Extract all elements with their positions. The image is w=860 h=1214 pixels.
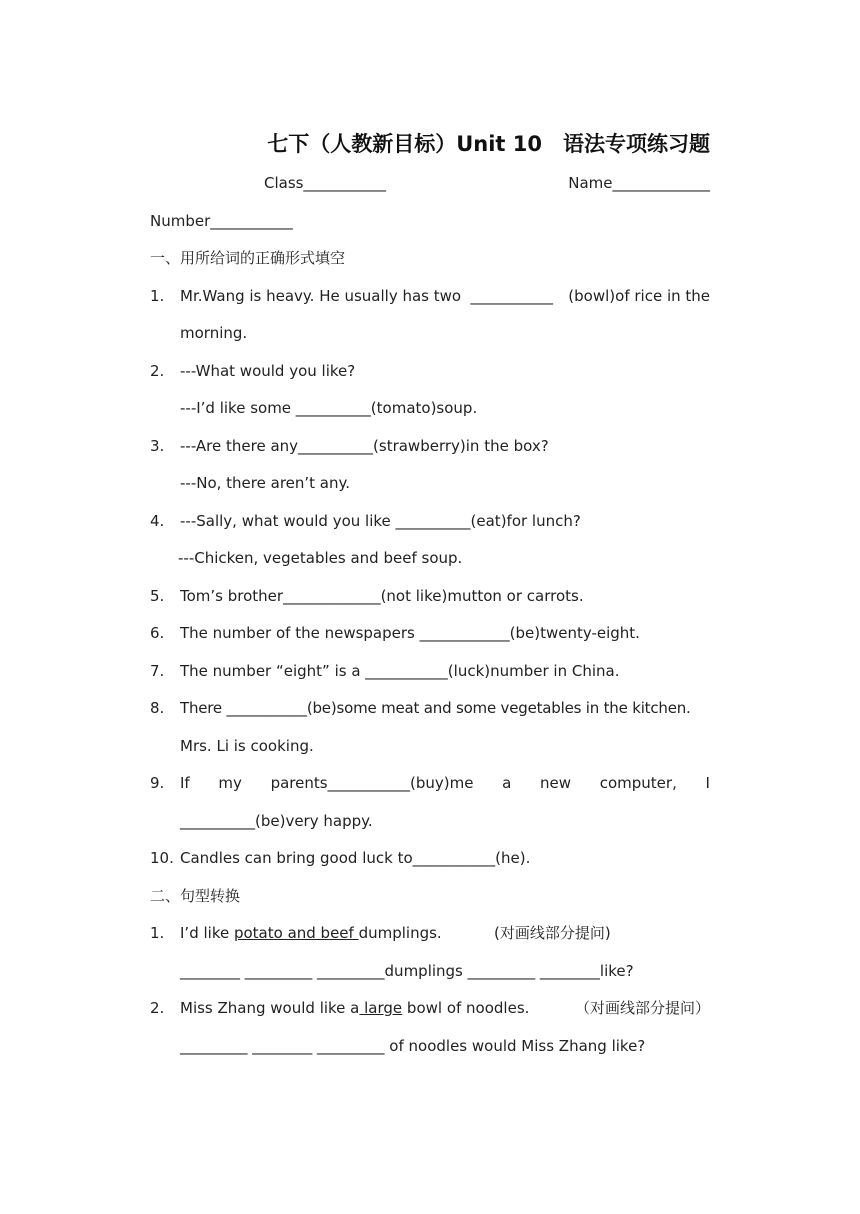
- question-text: I’d like: [180, 924, 234, 942]
- question-number: 5.: [150, 587, 165, 605]
- name-field: Name_____________: [568, 174, 710, 192]
- question-text: Mr.Wang is heavy. He usually has two: [180, 287, 462, 305]
- answer-line: ________ _________ _________dumplings _________ ________like?: [180, 962, 634, 980]
- class-field: Class___________: [264, 174, 386, 192]
- question-text: dumplings.: [358, 924, 442, 942]
- question-text: Tom’s brother_____________(not like)mutton or carrots.: [180, 587, 584, 605]
- section1-heading: 一、用所给词的正确形式填空: [150, 249, 346, 267]
- question-text: morning.: [180, 324, 248, 342]
- question-number: 1.: [150, 924, 165, 942]
- question-number: 9.: [150, 774, 165, 792]
- question-word: new: [540, 774, 572, 792]
- section2-heading: 二、句型转换: [150, 887, 241, 905]
- question-number: 8.: [150, 699, 165, 717]
- answer-line: _________ ________ _________ of noodles would Miss Zhang like?: [180, 1037, 646, 1055]
- underlined-text: large: [359, 999, 403, 1017]
- question-number: 1.: [150, 287, 165, 305]
- question-number: 2.: [150, 999, 165, 1017]
- question-word: parents___________(buy)me: [270, 774, 474, 792]
- instruction-note: (对画线部分提问): [494, 924, 611, 942]
- question-word: a: [502, 774, 512, 792]
- question-word: I: [705, 774, 710, 792]
- question-text: bowl of noodles.: [402, 999, 530, 1017]
- answer-blank: ___________: [470, 287, 553, 305]
- question-text: ---I’d like some __________(tomato)soup.: [180, 399, 478, 417]
- question-number: 3.: [150, 437, 165, 455]
- question-text: The number “eight” is a ___________(luck)number in China.: [180, 662, 620, 680]
- question-word: my: [218, 774, 242, 792]
- question-text: ---Sally, what would you like __________(eat)for lunch?: [180, 512, 581, 530]
- question-text: ---Chicken, vegetables and beef soup.: [178, 549, 463, 567]
- page-title: 七下（人教新目标）Unit 10 语法专项练习题: [267, 132, 710, 156]
- number-field: Number___________: [150, 212, 293, 230]
- instruction-note: （对画线部分提问）: [574, 999, 710, 1017]
- question-text: ---Are there any__________(strawberry)in the box?: [180, 437, 549, 455]
- question-text: ---What would you like?: [180, 362, 356, 380]
- question-text: __________(be)very happy.: [180, 812, 373, 830]
- question-text: Miss Zhang would like a: [180, 999, 360, 1017]
- question-number: 4.: [150, 512, 165, 530]
- question-number: 2.: [150, 362, 165, 380]
- question-text: ---No, there aren’t any.: [180, 474, 351, 492]
- number-row: [150, 211, 710, 231]
- question-number: 6.: [150, 624, 165, 642]
- question-number: 10.: [150, 849, 174, 867]
- question-text: There ___________(be)some meat and some vegetables in the kitchen.: [180, 699, 691, 717]
- question-word: If: [180, 774, 190, 792]
- question-word: computer,: [599, 774, 677, 792]
- underlined-text: potato and beef: [233, 924, 359, 942]
- question-text: Candles can bring good luck to___________(he).: [180, 849, 531, 867]
- question-number: 7.: [150, 662, 165, 680]
- question-text: The number of the newspapers ____________(be)twenty-eight.: [180, 624, 640, 642]
- question-text: Mrs. Li is cooking.: [180, 737, 314, 755]
- question-text: (bowl)of rice in the: [568, 287, 710, 305]
